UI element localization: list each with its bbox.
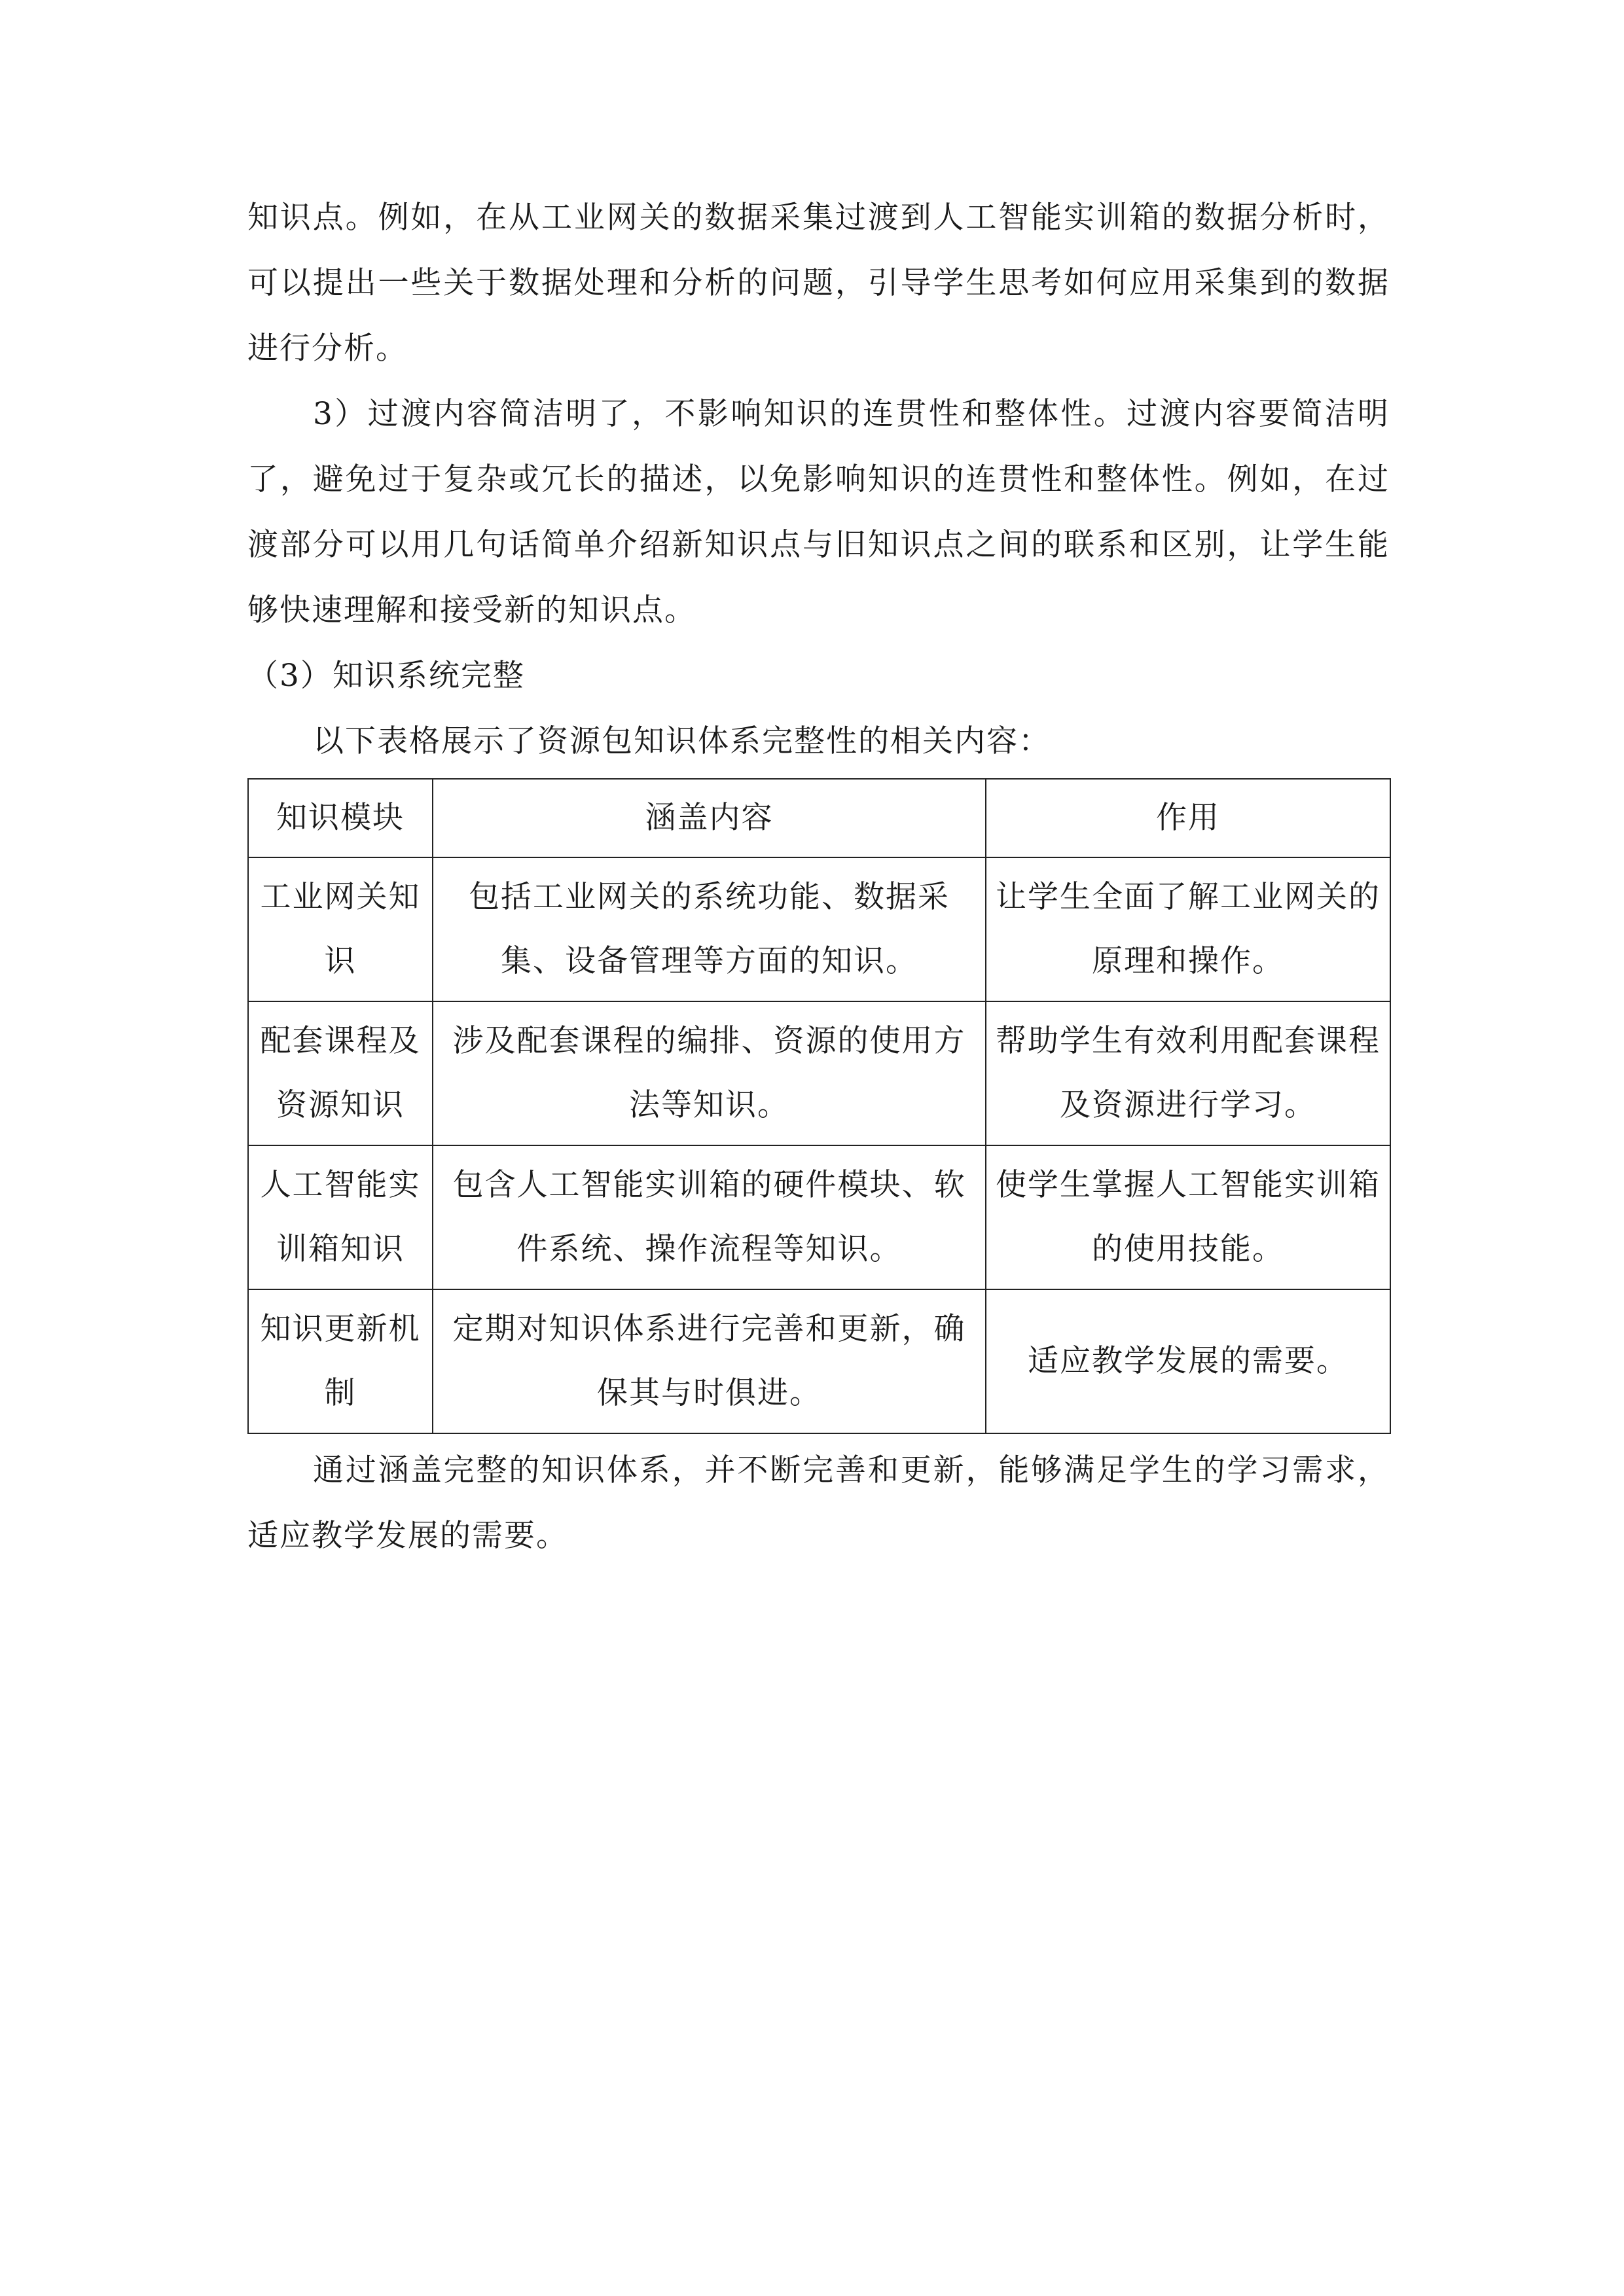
table-row <box>248 1001 1390 1145</box>
cell-effect: 帮助学生有效利用配套课程及资源进行学习。 <box>986 1001 1390 1145</box>
cell-effect: 适应教学发展的需要。 <box>986 1289 1390 1433</box>
paragraph-transition-point: 3）过渡内容简洁明了，不影响知识的连贯性和整体性。过渡内容要简洁明了，避免过于复杂或冗长的描述，以免影响知识的连贯性和整体性。例如，在过渡部分可以用几句话简单介绍新知识点与旧知识点之间的联系和区别，让学生能够快速理解和接受新的知识点。 <box>247 396 1390 628</box>
column-header-module: 知识模块 <box>248 779 433 857</box>
column-header-effect: 作用 <box>986 779 1390 857</box>
knowledge-system-table <box>247 778 1391 1434</box>
cell-content: 包含人工智能实训箱的硬件模块、软件系统、操作流程等知识。 <box>433 1145 986 1289</box>
cell-module: 工业网关知识 <box>248 857 433 1001</box>
cell-effect: 让学生全面了解工业网关的原理和操作。 <box>986 857 1390 1001</box>
cell-content: 包括工业网关的系统功能、数据采集、设备管理等方面的知识。 <box>433 857 986 1001</box>
document-page <box>247 185 1390 1569</box>
column-header-content: 涵盖内容 <box>433 779 986 857</box>
cell-module: 配套课程及资源知识 <box>248 1001 433 1145</box>
cell-module: 人工智能实训箱知识 <box>248 1145 433 1289</box>
cell-content: 定期对知识体系进行完善和更新，确保其与时俱进。 <box>433 1289 986 1433</box>
cell-module: 知识更新机制 <box>248 1289 433 1433</box>
table-row <box>248 1289 1390 1433</box>
table-row <box>248 857 1390 1001</box>
section-heading: （3）知识系统完整 <box>247 658 525 694</box>
closing-paragraph: 通过涵盖完整的知识体系，并不断完善和更新，能够满足学生的学习需求，适应教学发展的需要。 <box>247 1452 1390 1554</box>
cell-effect: 使学生掌握人工智能实训箱的使用技能。 <box>986 1145 1390 1289</box>
table-intro: 以下表格展示了资源包知识体系完整性的相关内容： <box>313 723 1051 759</box>
table-header-row <box>248 779 1390 857</box>
table-row <box>248 1145 1390 1289</box>
cell-content: 涉及配套课程的编排、资源的使用方法等知识。 <box>433 1001 986 1145</box>
paragraph-continuation: 知识点。例如，在从工业网关的数据采集过渡到人工智能实训箱的数据分析时，可以提出一些关于数据处理和分析的问题，引导学生思考如何应用采集到的数据进行分析。 <box>247 200 1390 367</box>
